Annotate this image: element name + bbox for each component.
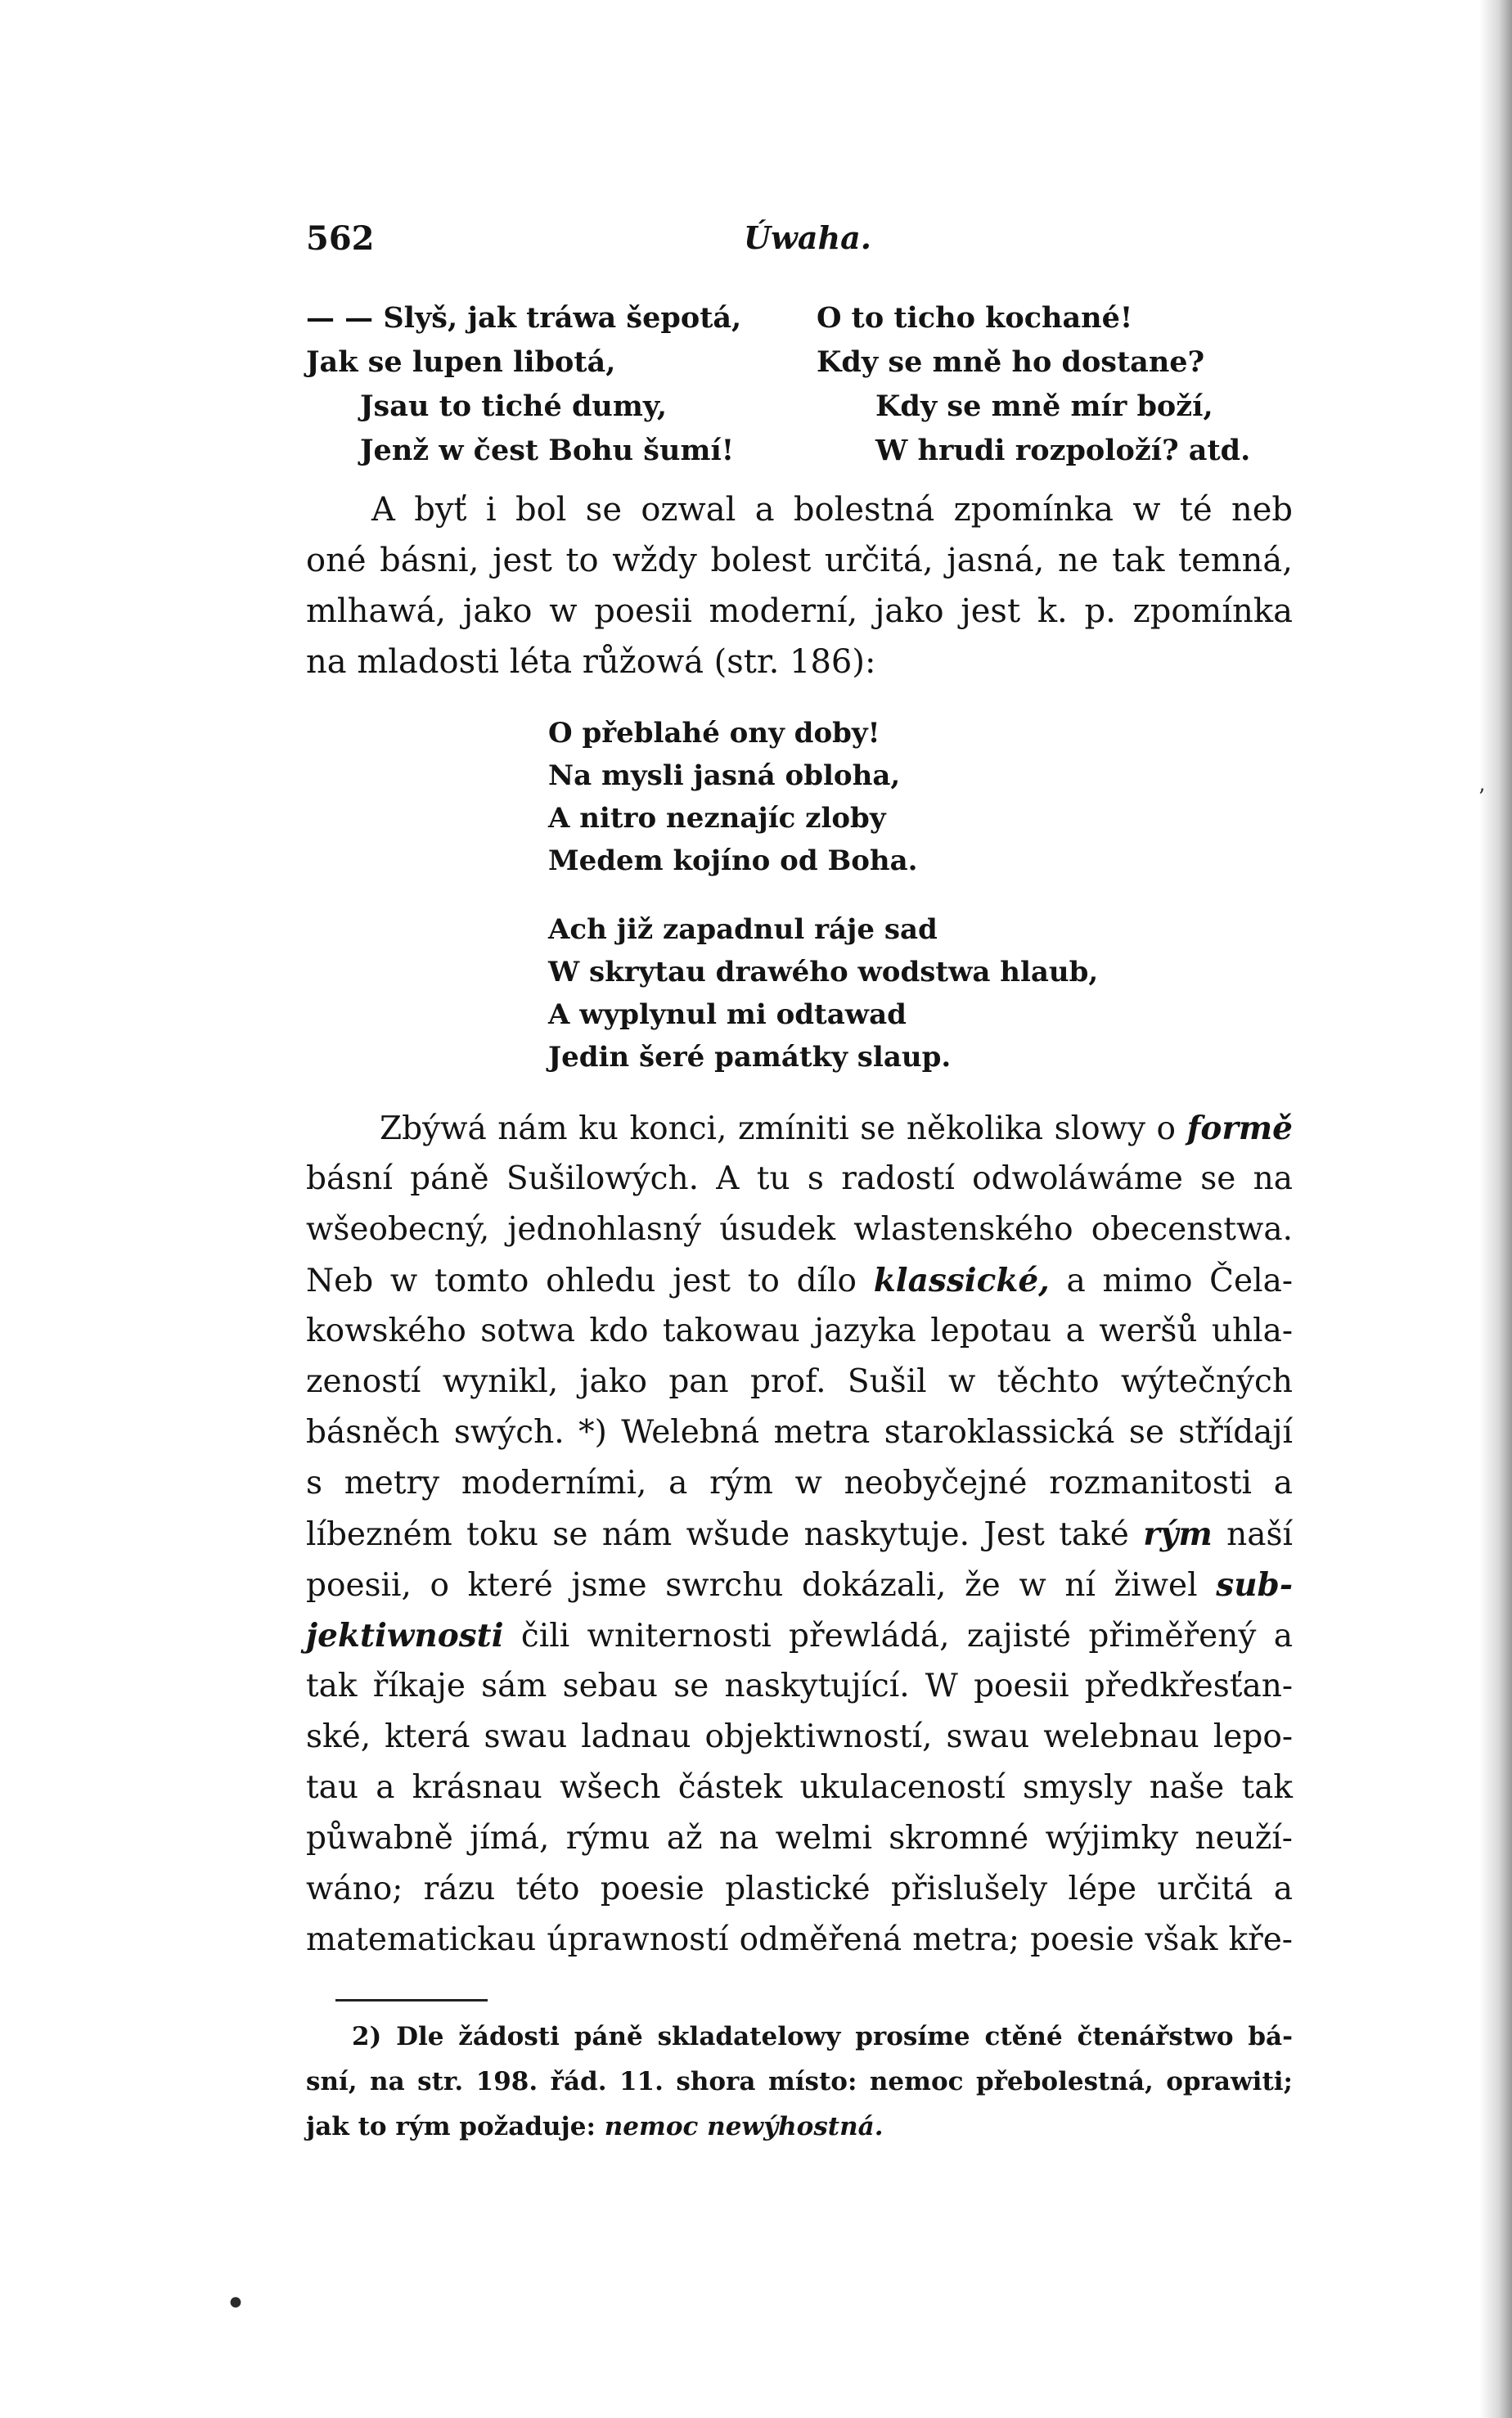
verse-line: O to ticho kochané!	[817, 301, 1133, 335]
verse-line: Medem kojíno od Boha.	[548, 844, 918, 877]
verse-line: Ach již zapadnul ráje sad	[548, 913, 938, 946]
text-run: jak to rým požaduje:	[306, 2112, 596, 2141]
page-header	[306, 219, 1293, 268]
paragraph-line: ské, která swau ladnau objektiwností, swau welebnau lepo-	[306, 1718, 1293, 1755]
poem-right-column	[817, 296, 1275, 473]
text-run: naší	[1226, 1516, 1293, 1553]
verse-line: Jedin šeré památky slaup.	[548, 1041, 952, 1074]
emphasis-text: nemoc newýhostná.	[604, 2112, 884, 2141]
footnote-line: sní, na str. 198. řád. 11. shora místo: nemoc přebolestná, oprawiti;	[306, 2067, 1293, 2096]
verse-line: Na mysli jasná obloha,	[548, 759, 901, 792]
paragraph-line	[306, 1610, 1293, 1661]
poem-left-column	[306, 296, 764, 473]
verse-line: Jsau to tiché dumy,	[360, 389, 668, 423]
paragraph-line: wšeobecný, jednohlasný úsudek wlastenského obecenstwa.	[306, 1211, 1293, 1248]
paragraph-line	[306, 1103, 1293, 1154]
paragraph-line	[306, 1509, 1293, 1560]
paragraph-line: matematickau úprawností odměřená metra; poesie však kře-	[306, 1921, 1293, 1958]
verse-line: Jak se lupen libotá,	[306, 345, 616, 379]
paragraph-1	[306, 484, 1293, 687]
paragraph-line: na mladosti léta růžowá (str. 186):	[306, 643, 876, 681]
paragraph-line: s metry moderními, a rým w neobyčejné rozmanitosti a	[306, 1465, 1293, 1502]
text-run: líbezném toku se nám wšude naskytuje. Jest také	[306, 1516, 1129, 1553]
verse-line: A wyplynul mi odtawad	[548, 998, 907, 1031]
emphasis-text: sub-	[1216, 1566, 1294, 1604]
text-run: Zbýwá nám ku konci, zmíniti se několika slowy o	[380, 1110, 1177, 1147]
verse-line: Kdy se mně ho dostane?	[817, 345, 1205, 379]
text-run: poesii, o které jsme swrchu dokázali, že w ní žiwel	[306, 1567, 1198, 1604]
paragraph-line	[306, 1255, 1293, 1306]
verse-line: O přeblahé ony doby!	[548, 717, 880, 750]
footnote	[306, 2015, 1293, 2150]
paragraph-line: tak říkaje sám sebau se naskytující. W poesii předkřesťan-	[306, 1668, 1293, 1704]
text-run: a mimo Čela-	[1066, 1263, 1294, 1299]
verse-line: W skrytau drawého wodstwa hlaub,	[548, 956, 1099, 988]
verse-line: Kdy se mně mír boží,	[875, 389, 1213, 423]
quoted-stanza-2	[548, 908, 1098, 1078]
running-head: Úwaha.	[744, 219, 871, 256]
paragraph-line: kowského sotwa kdo takowau jazyka lepotau a weršů uhla-	[306, 1313, 1293, 1349]
scan-artifact-blot: •	[225, 2283, 246, 2325]
quoted-stanza-1	[548, 712, 917, 882]
verse-line: A nitro neznajíc zloby	[548, 802, 886, 835]
paragraph-line	[306, 1560, 1293, 1610]
verse-line: W hrudi rozpoloží? atd.	[875, 434, 1251, 467]
paragraph-line: básní páně Sušilowých. A tu s radostí odwoláwáme se na	[306, 1160, 1293, 1197]
paragraph-line: A byť i bol se ozwal a bolestná zpomínka w té neb	[371, 491, 1293, 529]
paragraph-line: mlhawá, jako w poesii moderní, jako jest k. p. zpomínka	[306, 592, 1293, 630]
emphasis-text: klassické,	[873, 1262, 1050, 1299]
paragraph-line: wáno; rázu této poesie plastické přislušely lépe určitá a	[306, 1871, 1293, 1907]
scan-artifact-mark: ʼ	[1478, 786, 1485, 810]
footnote-line	[306, 2105, 1293, 2150]
verse-line: Jenž w čest Bohu šumí!	[360, 434, 735, 467]
verse-line: — — Slyš, jak tráwa šepotá,	[306, 301, 742, 335]
page-number: 562	[306, 219, 375, 258]
paragraph-line: půwabně jímá, rýmu až na welmi skromné wýjimky neuží-	[306, 1820, 1293, 1857]
emphasis-text: rým	[1143, 1515, 1213, 1553]
paragraph-line: zeností wynikl, jako pan prof. Sušil w těchto wýtečných	[306, 1363, 1293, 1400]
text-run: Neb w tomto ohledu jest to dílo	[306, 1263, 857, 1299]
emphasis-text: jektiwnosti	[306, 1617, 504, 1655]
page-edge-shadow	[1479, 0, 1512, 2418]
text-run: čili wniternosti přewládá, zajisté přiměřený a	[520, 1618, 1293, 1655]
paragraph-line: básněch swých. *) Welebná metra staroklassická se střídají	[306, 1414, 1293, 1451]
emphasis-text: formě	[1186, 1110, 1293, 1147]
footnote-rule	[335, 1999, 488, 2001]
footnote-line: 2) Dle žádosti páně skladatelowy prosíme ctěné čtenářstwo bá-	[352, 2022, 1293, 2051]
paragraph-line: tau a krásnau wšech částek ukulaceností smysly naše tak	[306, 1769, 1293, 1806]
paragraph-line: oné básni, jest to wždy bolest určitá, jasná, ne tak temná,	[306, 542, 1293, 579]
paragraph-2	[306, 1103, 1293, 1965]
